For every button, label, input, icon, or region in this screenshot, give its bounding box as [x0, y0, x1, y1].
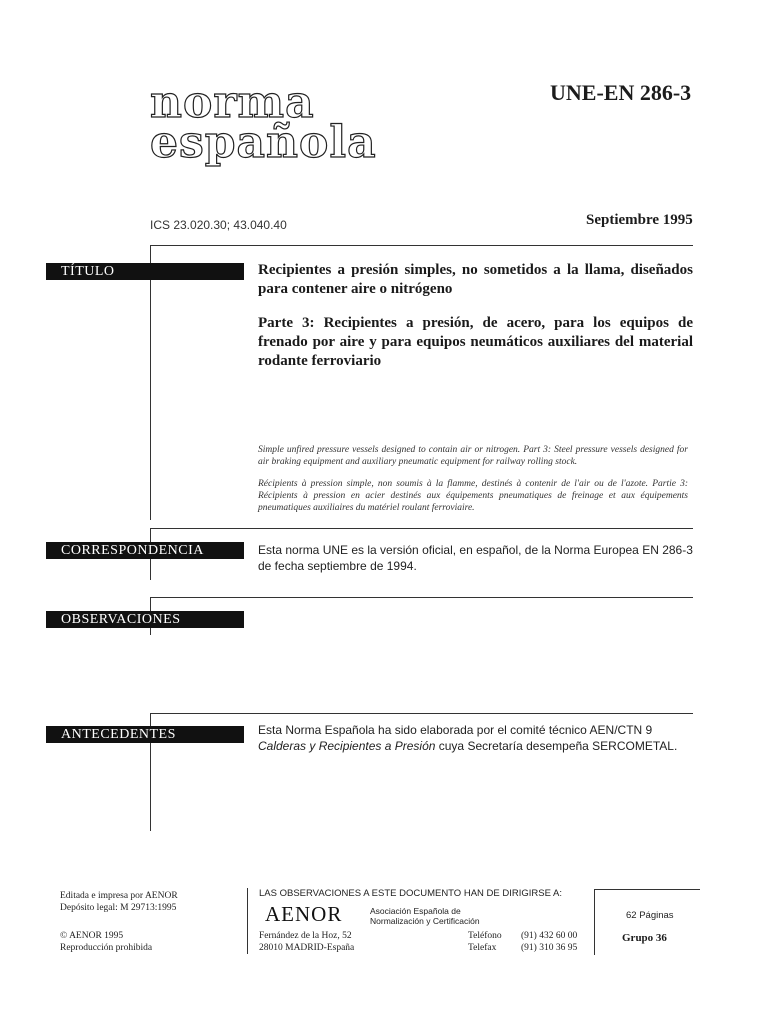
- footer-address-street: Fernández de la Hoz, 52: [259, 931, 352, 941]
- ics-code: ICS 23.020.30; 43.040.40: [150, 218, 287, 232]
- titulo-label: TÍTULO: [46, 263, 244, 280]
- antecedentes-label: ANTECEDENTES: [46, 726, 244, 743]
- correspondencia-text: Esta norma UNE es la versión oficial, en español, de la Norma Europea EN 286-3 de fecha septiembre de 1994.: [258, 543, 693, 573]
- logo-espanola: española: [150, 117, 377, 168]
- antecedentes-text: [258, 722, 693, 754]
- correspondencia-label: CORRESPONDENCIA: [46, 542, 244, 559]
- footer-reproduction: Reproducción prohibida: [60, 943, 153, 953]
- footer-phone: (91) 432 60 00: [521, 931, 578, 941]
- publication-date: Septiembre 1995: [586, 212, 693, 228]
- aenor-subtitle-2: Normalización y Certificación: [370, 916, 480, 926]
- antecedentes-text-start: Esta Norma Española ha sido elaborada por el comité técnico AEN/CTN 9: [258, 723, 653, 737]
- observaciones-label: OBSERVACIONES: [46, 611, 244, 628]
- english-title: Simple unfired pressure vessels designed to contain air or nitrogen. Part 3: Steel pressure vessels designed for air braking equipment and auxiliary pneumatic equipment for railway rolling stock.: [258, 445, 688, 467]
- footer-fax: (91) 310 36 95: [521, 943, 578, 953]
- footer-box-left: [594, 889, 595, 955]
- french-title: Récipients à pression simple, non soumis à la flamme, destinés à contenir de l'air ou de l'azote. Partie 3: Récipients à pression en acier destinés aux équipements pneumatiques de freinage et aux équipements pneumatiques auxiliaires du matériel roulant ferroviaire.: [258, 479, 688, 513]
- price-group: Grupo 36: [622, 932, 667, 944]
- footer-phone-label: Teléfono: [468, 931, 502, 941]
- document-part-title: Parte 3: Recipientes a presión, de acero, para los equipos de frenado por aire y para equipos neumáticos auxiliares del material rodante ferroviario: [258, 315, 693, 369]
- footer-copyright: © AENOR 1995: [60, 931, 124, 941]
- logo-norma: norma: [150, 77, 315, 128]
- standard-code: UNE-EN 286-3: [550, 80, 692, 105]
- aenor-logo: AENOR: [265, 902, 343, 926]
- footer-deposit: Depósito legal: M 29713:1995: [60, 903, 177, 913]
- antecedentes-text-end: cuya Secretaría desempeña SERCOMETAL.: [435, 739, 678, 753]
- document-title: Recipientes a presión simples, no sometidos a la llama, diseñados para contener aire o nitrógeno: [258, 262, 693, 297]
- footer-edited: Editada e impresa por AENOR: [60, 891, 178, 901]
- footer-fax-label: Telefax: [468, 943, 497, 953]
- footer-divider-left: [247, 888, 248, 954]
- titulo-rule: [150, 245, 693, 246]
- antecedentes-committee-name: Calderas y Recipientes a Presión: [258, 739, 436, 753]
- observaciones-rule: [150, 597, 693, 598]
- page-count: 62 Páginas: [626, 910, 674, 921]
- footer-box-top: [594, 889, 700, 890]
- aenor-subtitle-1: Asociación Española de: [370, 906, 461, 916]
- antecedentes-rule: [150, 713, 693, 714]
- footer-address-city: 28010 MADRID-España: [259, 943, 355, 953]
- footer-notice: LAS OBSERVACIONES A ESTE DOCUMENTO HAN DE DIRIGIRSE A:: [259, 888, 563, 899]
- correspondencia-rule: [150, 528, 693, 529]
- titulo-vertical-line: [150, 245, 151, 520]
